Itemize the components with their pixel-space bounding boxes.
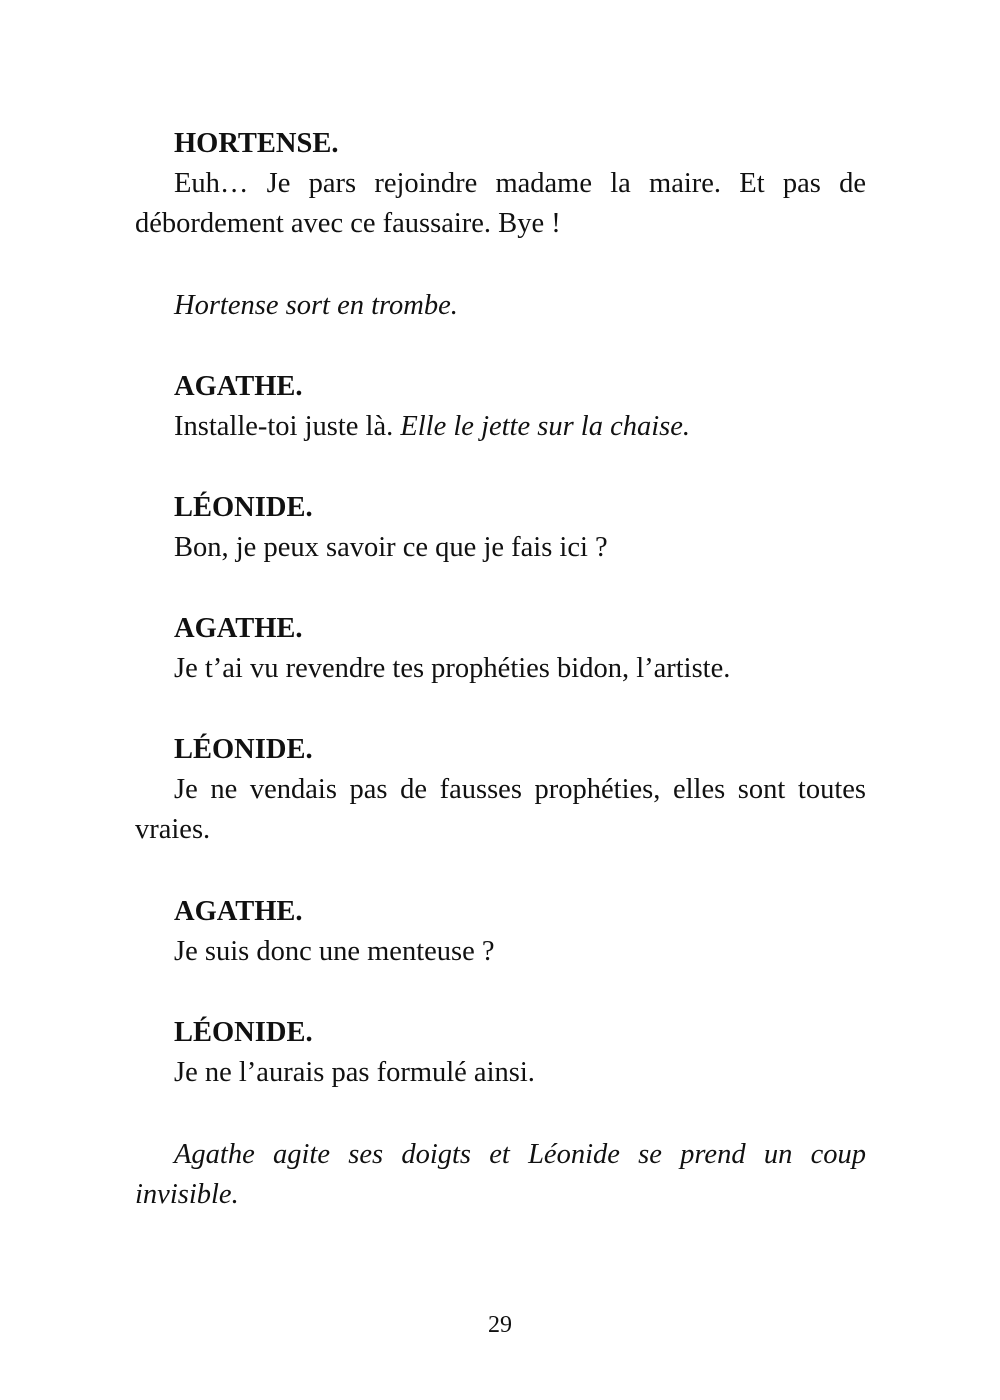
dialogue-text: Installe-toi juste là.	[174, 411, 394, 442]
speaker-name: AGATHE.	[174, 896, 303, 927]
dialogue-line: Je ne vendais pas de fausses prophéties, elles sont toutes vraies.	[135, 774, 866, 845]
speech-leonide	[135, 730, 866, 850]
speech-leonide	[135, 1013, 866, 1093]
stage-direction	[135, 286, 866, 326]
stage-direction	[135, 1135, 866, 1215]
speaker-name: AGATHE.	[174, 613, 303, 644]
dialogue-line: Bon, je peux savoir ce que je fais ici ?	[174, 532, 608, 563]
speech-hortense	[135, 124, 866, 244]
dialogue-line: Je suis donc une menteuse ?	[174, 936, 495, 967]
dialogue-line: Je ne l’aurais pas formulé ainsi.	[174, 1057, 535, 1088]
speaker-name: AGATHE.	[174, 371, 303, 402]
stage-direction-text: Agathe agite ses doigts et Léonide se prend un coup invisible.	[135, 1139, 866, 1210]
dialogue-line: Je t’ai vu revendre tes prophéties bidon, l’artiste.	[174, 653, 731, 684]
dialogue-line: Euh… Je pars rejoindre madame la maire. Et pas de débordement avec ce faussaire. Bye !	[135, 168, 866, 239]
speech-agathe	[135, 609, 866, 689]
speaker-name: LÉONIDE.	[174, 1017, 313, 1048]
dialogue-line	[135, 407, 866, 447]
speaker-name: HORTENSE.	[174, 128, 339, 159]
inline-stage-direction: Elle le jette sur la chaise.	[400, 411, 691, 442]
stage-direction-text: Hortense sort en trombe.	[174, 290, 458, 321]
speech-agathe	[135, 367, 866, 447]
speaker-name: LÉONIDE.	[174, 492, 313, 523]
page-number: 29	[488, 1312, 512, 1338]
speaker-name: LÉONIDE.	[174, 734, 313, 765]
speech-agathe	[135, 892, 866, 972]
speech-leonide	[135, 488, 866, 568]
